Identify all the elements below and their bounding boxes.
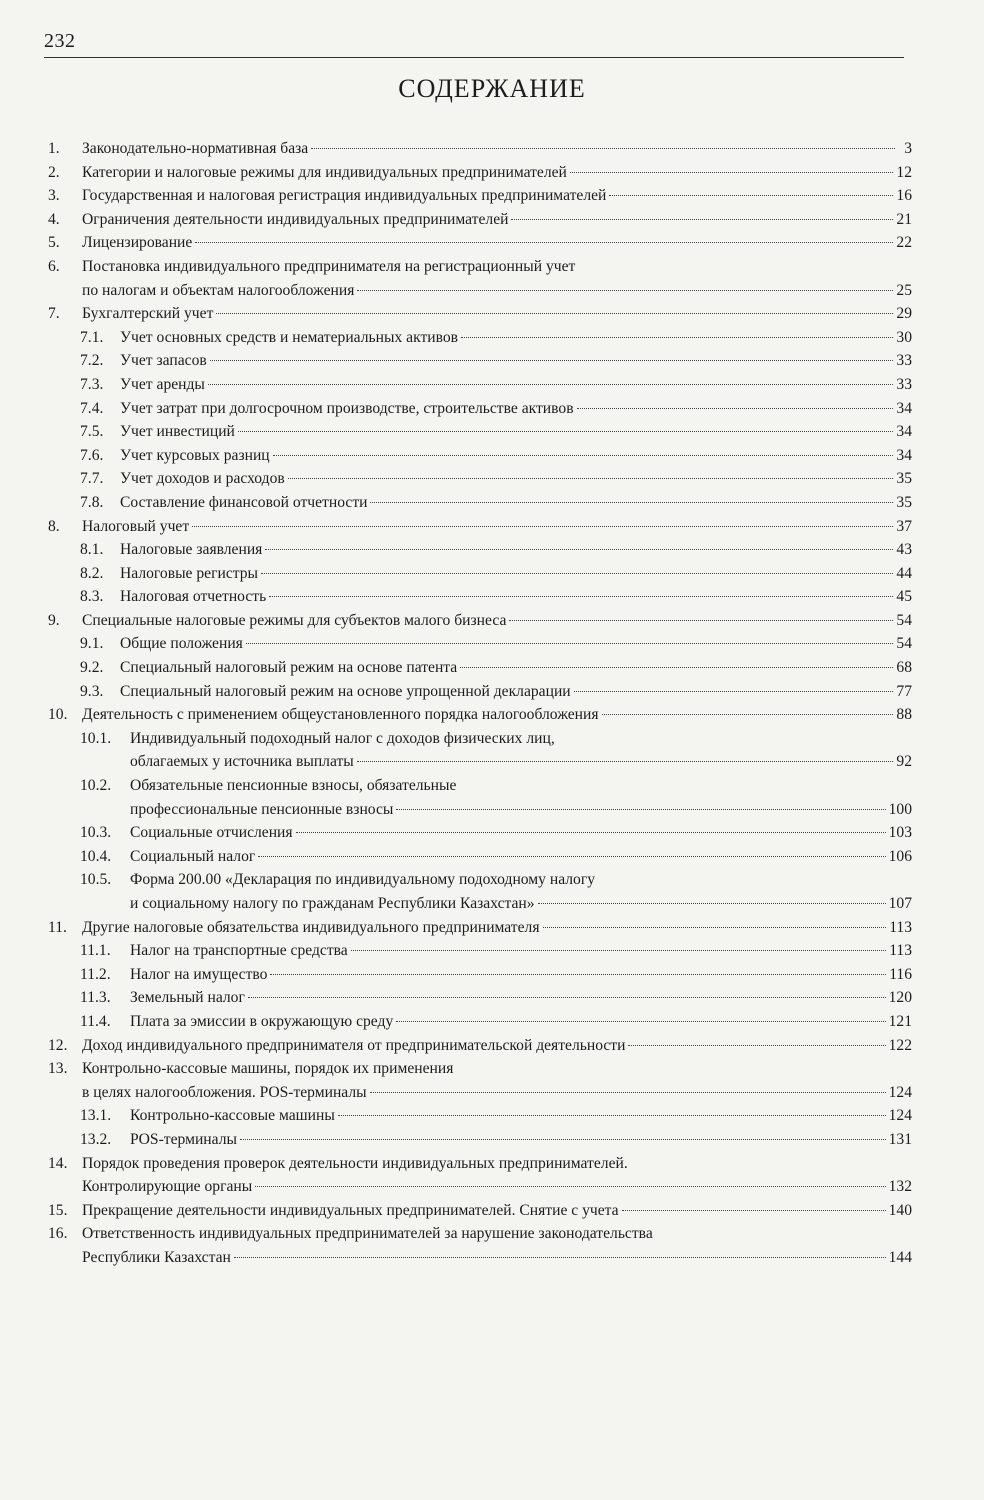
table-of-contents xyxy=(48,137,912,1270)
dot-leader xyxy=(357,290,893,291)
dot-leader xyxy=(255,1186,885,1187)
page-title: СОДЕРЖАНИЕ xyxy=(398,74,586,103)
toc-entry-title: Другие налоговые обязательства индивидуального предпринимателя xyxy=(82,918,540,936)
toc-entry-number: 11.1. xyxy=(80,942,111,960)
toc-entry-page: 54 xyxy=(896,611,912,629)
toc-entry[interactable] xyxy=(48,845,912,869)
dot-leader xyxy=(288,478,894,479)
dot-leader xyxy=(269,596,893,597)
toc-entry[interactable] xyxy=(48,302,912,326)
toc-entry[interactable] xyxy=(48,137,912,161)
toc-entry-title: в целях налогообложения. POS-терминалы xyxy=(82,1083,367,1101)
toc-entry-number: 7.6. xyxy=(80,446,104,464)
toc-entry-title: Лицензирование xyxy=(82,234,193,252)
toc-entry[interactable] xyxy=(48,208,912,232)
toc-entry-number: 13.1. xyxy=(80,1107,112,1125)
toc-entry-title: Государственная и налоговая регистрация индивидуальных предпринимателей xyxy=(82,187,607,205)
toc-entry-page: 22 xyxy=(896,234,912,252)
dot-leader xyxy=(234,1257,886,1258)
toc-entry-number: 7. xyxy=(48,305,60,323)
toc-entry-title: Прекращение деятельности индивидуальных предпринимателей. Снятие с учета xyxy=(82,1201,619,1219)
toc-entry-title: Контрольно-кассовые машины xyxy=(130,1107,335,1125)
dot-leader xyxy=(195,242,893,243)
dot-leader xyxy=(396,1021,885,1022)
toc-entry-title: Налоговая отчетность xyxy=(120,588,267,606)
toc-entry-number: 12. xyxy=(48,1036,68,1054)
toc-entry-page: 124 xyxy=(888,1083,912,1101)
toc-entry[interactable] xyxy=(48,1010,912,1034)
toc-entry[interactable] xyxy=(48,255,912,302)
toc-entry-page: 29 xyxy=(896,305,912,323)
toc-entry-number: 11. xyxy=(48,918,67,936)
toc-entry-page: 132 xyxy=(888,1178,912,1196)
toc-entry-title: Учет аренды xyxy=(120,375,205,393)
toc-entry-page: 12 xyxy=(896,163,912,181)
toc-entry[interactable] xyxy=(48,491,912,515)
toc-entry[interactable] xyxy=(48,727,912,774)
toc-entry-title: Учет запасов xyxy=(120,352,207,370)
toc-entry-page: 131 xyxy=(888,1130,912,1148)
dot-leader xyxy=(370,502,893,503)
dot-leader xyxy=(574,691,894,692)
toc-entry[interactable] xyxy=(48,326,912,350)
toc-entry-number: 10.5. xyxy=(80,871,112,889)
toc-entry[interactable] xyxy=(48,939,912,963)
toc-entry[interactable] xyxy=(48,231,912,255)
toc-entry[interactable] xyxy=(48,1152,912,1199)
toc-entry[interactable] xyxy=(48,585,912,609)
toc-entry-number: 8. xyxy=(48,517,60,535)
dot-leader xyxy=(248,997,886,998)
toc-entry-number: 15. xyxy=(48,1201,68,1219)
dot-leader xyxy=(240,1139,886,1140)
toc-entry[interactable] xyxy=(48,632,912,656)
toc-entry-page: 120 xyxy=(888,989,912,1007)
dot-leader xyxy=(609,195,893,196)
toc-entry-title: Плата за эмиссии в окружающую среду xyxy=(130,1012,394,1030)
toc-entry-page: 77 xyxy=(896,682,912,700)
toc-entry[interactable] xyxy=(48,349,912,373)
toc-entry-page: 121 xyxy=(888,1012,912,1030)
toc-entry-number: 8.2. xyxy=(80,564,104,582)
toc-entry[interactable] xyxy=(48,1104,912,1128)
toc-entry-page: 54 xyxy=(896,635,912,653)
toc-entry[interactable] xyxy=(48,703,912,727)
toc-entry[interactable] xyxy=(48,656,912,680)
dot-leader xyxy=(370,1092,886,1093)
toc-entry[interactable] xyxy=(48,161,912,185)
dot-leader xyxy=(261,573,893,574)
toc-entry-number: 2. xyxy=(48,163,60,181)
toc-entry-number: 1. xyxy=(48,140,60,157)
header-rule xyxy=(44,57,904,58)
toc-entry-number: 10.2. xyxy=(80,777,112,795)
toc-entry[interactable] xyxy=(48,868,912,915)
toc-entry[interactable] xyxy=(48,1034,912,1058)
toc-entry-title: Налог на имущество xyxy=(130,965,268,983)
dot-leader xyxy=(192,526,893,527)
toc-entry-page: 100 xyxy=(888,800,912,818)
toc-entry[interactable] xyxy=(48,515,912,539)
toc-entry-title: Земельный налог xyxy=(130,989,245,1007)
toc-entry-number: 4. xyxy=(48,210,60,228)
toc-entry-title: Налоговый учет xyxy=(82,517,190,535)
toc-entry-number: 16. xyxy=(48,1225,68,1243)
dot-leader xyxy=(543,927,887,928)
toc-entry-title-line: Обязательные пенсионные взносы, обязательные xyxy=(130,777,457,795)
toc-entry-title: Специальный налоговый режим на основе упрощенной декларации xyxy=(120,682,571,700)
dot-leader xyxy=(602,714,894,715)
dot-leader xyxy=(338,1115,886,1116)
toc-entry[interactable] xyxy=(48,1222,912,1269)
toc-entry-title-line: Ответственность индивидуальных предпринимателей за нарушение законодательства xyxy=(82,1225,653,1243)
dot-leader xyxy=(461,337,893,338)
toc-entry[interactable] xyxy=(48,609,912,633)
toc-entry-page: 113 xyxy=(889,942,912,960)
dot-leader xyxy=(265,549,893,550)
dot-leader xyxy=(246,643,894,644)
toc-entry-number: 7.1. xyxy=(80,328,104,346)
toc-entry-number: 7.2. xyxy=(80,352,104,370)
dot-leader xyxy=(238,431,894,432)
toc-entry-number: 6. xyxy=(48,257,60,275)
toc-entry-number: 8.1. xyxy=(80,541,104,559)
toc-entry-number: 7.8. xyxy=(80,493,104,511)
toc-entry[interactable] xyxy=(48,397,912,421)
toc-entry-number: 8.3. xyxy=(80,588,104,606)
toc-entry[interactable] xyxy=(48,1128,912,1152)
toc-entry-page: 92 xyxy=(896,753,912,771)
toc-entry-title: POS-терминалы xyxy=(130,1130,237,1148)
dot-leader xyxy=(351,950,886,951)
toc-entry[interactable] xyxy=(48,1199,912,1223)
toc-entry-title: профессиональные пенсионные взносы xyxy=(130,800,394,818)
dot-leader xyxy=(357,761,894,762)
toc-entry-page: 35 xyxy=(896,493,912,511)
toc-entry-title: Учет основных средств и нематериальных активов xyxy=(120,328,459,346)
toc-entry[interactable] xyxy=(48,562,912,586)
toc-entry-title: Налоговые регистры xyxy=(120,564,259,582)
toc-entry-title-line: Постановка индивидуального предпринимателя на регистрационный учет xyxy=(82,257,576,275)
dot-leader xyxy=(216,313,893,314)
toc-entry-page: 33 xyxy=(896,375,912,393)
toc-entry-number: 13. xyxy=(48,1060,68,1078)
toc-entry-title: Составление финансовой отчетности xyxy=(120,493,368,511)
dot-leader xyxy=(511,219,893,220)
toc-entry-title-line: Индивидуальный подоходный налог с доходов физических лиц, xyxy=(130,729,555,747)
toc-entry-title: Республики Казахстан xyxy=(82,1248,231,1266)
toc-entry[interactable] xyxy=(48,538,912,562)
toc-entry[interactable] xyxy=(48,420,912,444)
toc-entry-page: 34 xyxy=(896,423,912,441)
toc-entry[interactable] xyxy=(48,986,912,1010)
dot-leader xyxy=(270,974,886,975)
toc-entry-page: 43 xyxy=(896,541,912,559)
dot-leader xyxy=(396,809,885,810)
toc-entry-page: 34 xyxy=(896,446,912,464)
toc-entry-title: Контролирующие органы xyxy=(82,1178,253,1196)
toc-entry-title: Учет доходов и расходов xyxy=(120,470,285,488)
toc-entry-page: 21 xyxy=(896,210,912,228)
dot-leader xyxy=(577,408,894,409)
toc-entry[interactable] xyxy=(48,680,912,704)
toc-entry-number: 11.3. xyxy=(80,989,111,1007)
toc-entry-page: 113 xyxy=(889,918,912,936)
toc-entry-title: Ограничения деятельности индивидуальных предпринимателей xyxy=(82,210,509,228)
toc-entry-number: 11.2. xyxy=(80,965,111,983)
toc-entry-page: 45 xyxy=(896,588,912,606)
toc-entry-title: Общие положения xyxy=(120,635,243,653)
toc-entry-page: 35 xyxy=(896,470,912,488)
toc-entry-title: Специальные налоговые режимы для субъектов малого бизнеса xyxy=(82,611,507,629)
toc-entry-title-line: Контрольно-кассовые машины, порядок их применения xyxy=(82,1060,454,1078)
toc-entry-title: Доход индивидуального предпринимателя от предпринимательской деятельности xyxy=(82,1036,626,1054)
toc-entry-title: Законодательно-нормативная база xyxy=(82,140,309,157)
toc-entry-page: 88 xyxy=(896,706,912,724)
toc-entry-page: 103 xyxy=(888,824,912,842)
toc-entry-number: 10.1. xyxy=(80,729,112,747)
toc-entry[interactable] xyxy=(48,467,912,491)
dot-leader xyxy=(273,455,894,456)
toc-entry-number: 7.5. xyxy=(80,423,104,441)
dot-leader xyxy=(258,856,885,857)
toc-entry-title: Социальные отчисления xyxy=(130,824,293,842)
toc-entry-title: и социальному налогу по гражданам Республики Казахстан» xyxy=(130,895,535,912)
dot-leader xyxy=(208,384,893,385)
toc-entry-title: Учет курсовых разниц xyxy=(120,446,270,464)
toc-entry-number: 11.4. xyxy=(80,1012,111,1030)
toc-entry-title: по налогам и объектам налогообложения xyxy=(82,281,355,299)
toc-entry-number: 9.2. xyxy=(80,659,104,677)
dot-leader xyxy=(460,667,893,668)
toc-entry-page: 124 xyxy=(888,1107,912,1125)
toc-entry-title-line: Форма 200.00 «Декларация по индивидуальному подоходному налогу xyxy=(130,871,596,889)
toc-entry-number: 5. xyxy=(48,234,60,252)
toc-entry-number: 13.2. xyxy=(80,1130,112,1148)
toc-entry-page: 3 xyxy=(904,140,912,157)
toc-entry-page: 16 xyxy=(896,187,912,205)
toc-entry-number: 10. xyxy=(48,706,68,724)
toc-entry[interactable] xyxy=(48,373,912,397)
toc-entry-page: 116 xyxy=(889,965,912,983)
toc-entry-page: 33 xyxy=(896,352,912,370)
toc-entry-number: 7.4. xyxy=(80,399,104,417)
toc-entry-title: Социальный налог xyxy=(130,847,256,865)
toc-entry[interactable] xyxy=(48,1057,912,1104)
toc-entry[interactable] xyxy=(48,821,912,845)
toc-entry-number: 7.7. xyxy=(80,470,104,488)
dot-leader xyxy=(311,148,895,149)
toc-entry-title: облагаемых у источника выплаты xyxy=(130,753,354,771)
toc-entry-page: 37 xyxy=(896,517,912,535)
toc-entry-number: 10.3. xyxy=(80,824,112,842)
toc-entry-page: 140 xyxy=(888,1201,912,1219)
dot-leader xyxy=(296,832,886,833)
dot-leader xyxy=(570,172,894,173)
toc-entry-page: 122 xyxy=(888,1036,912,1054)
toc-entry[interactable] xyxy=(48,184,912,208)
toc-entry-title: Деятельность с применением общеустановленного порядка налогообложения xyxy=(82,706,599,724)
toc-entry-page: 107 xyxy=(888,895,912,912)
toc-entry-title: Учет затрат при долгосрочном производстве, строительстве активов xyxy=(120,399,574,417)
toc-entry[interactable] xyxy=(48,774,912,821)
dot-leader xyxy=(210,360,894,361)
dot-leader xyxy=(538,903,886,904)
dot-leader xyxy=(622,1210,886,1211)
toc-entry-title: Налоговые заявления xyxy=(120,541,263,559)
toc-entry-number: 9.1. xyxy=(80,635,104,653)
page-number: 232 xyxy=(44,30,76,52)
dot-leader xyxy=(628,1045,885,1046)
toc-entry-number: 10.4. xyxy=(80,847,112,865)
toc-entry-title: Бухгалтерский учет xyxy=(82,305,214,323)
toc-entry-number: 14. xyxy=(48,1154,68,1172)
toc-entry[interactable] xyxy=(48,444,912,468)
toc-entry-number: 9.3. xyxy=(80,682,104,700)
toc-entry[interactable] xyxy=(48,963,912,987)
toc-entry-page: 25 xyxy=(896,281,912,299)
toc-entry-title: Учет инвестиций xyxy=(120,423,235,441)
toc-entry-page: 34 xyxy=(896,399,912,417)
toc-entry-page: 44 xyxy=(896,564,912,582)
toc-entry-title: Налог на транспортные средства xyxy=(130,942,348,960)
toc-entry-title-line: Порядок проведения проверок деятельности индивидуальных предпринимателей. xyxy=(82,1154,628,1172)
toc-entry-number: 3. xyxy=(48,187,60,205)
toc-entry-page: 106 xyxy=(888,847,912,865)
toc-entry-title: Специальный налоговый режим на основе патента xyxy=(120,659,458,677)
toc-entry-number: 9. xyxy=(48,611,60,629)
toc-entry[interactable] xyxy=(48,916,912,940)
toc-entry-title: Категории и налоговые режимы для индивидуальных предпринимателей xyxy=(82,163,567,181)
toc-entry-page: 144 xyxy=(888,1248,912,1266)
toc-entry-number: 7.3. xyxy=(80,375,104,393)
toc-entry-page: 30 xyxy=(896,328,912,346)
toc-entry-page: 68 xyxy=(896,659,912,677)
dot-leader xyxy=(509,620,893,621)
